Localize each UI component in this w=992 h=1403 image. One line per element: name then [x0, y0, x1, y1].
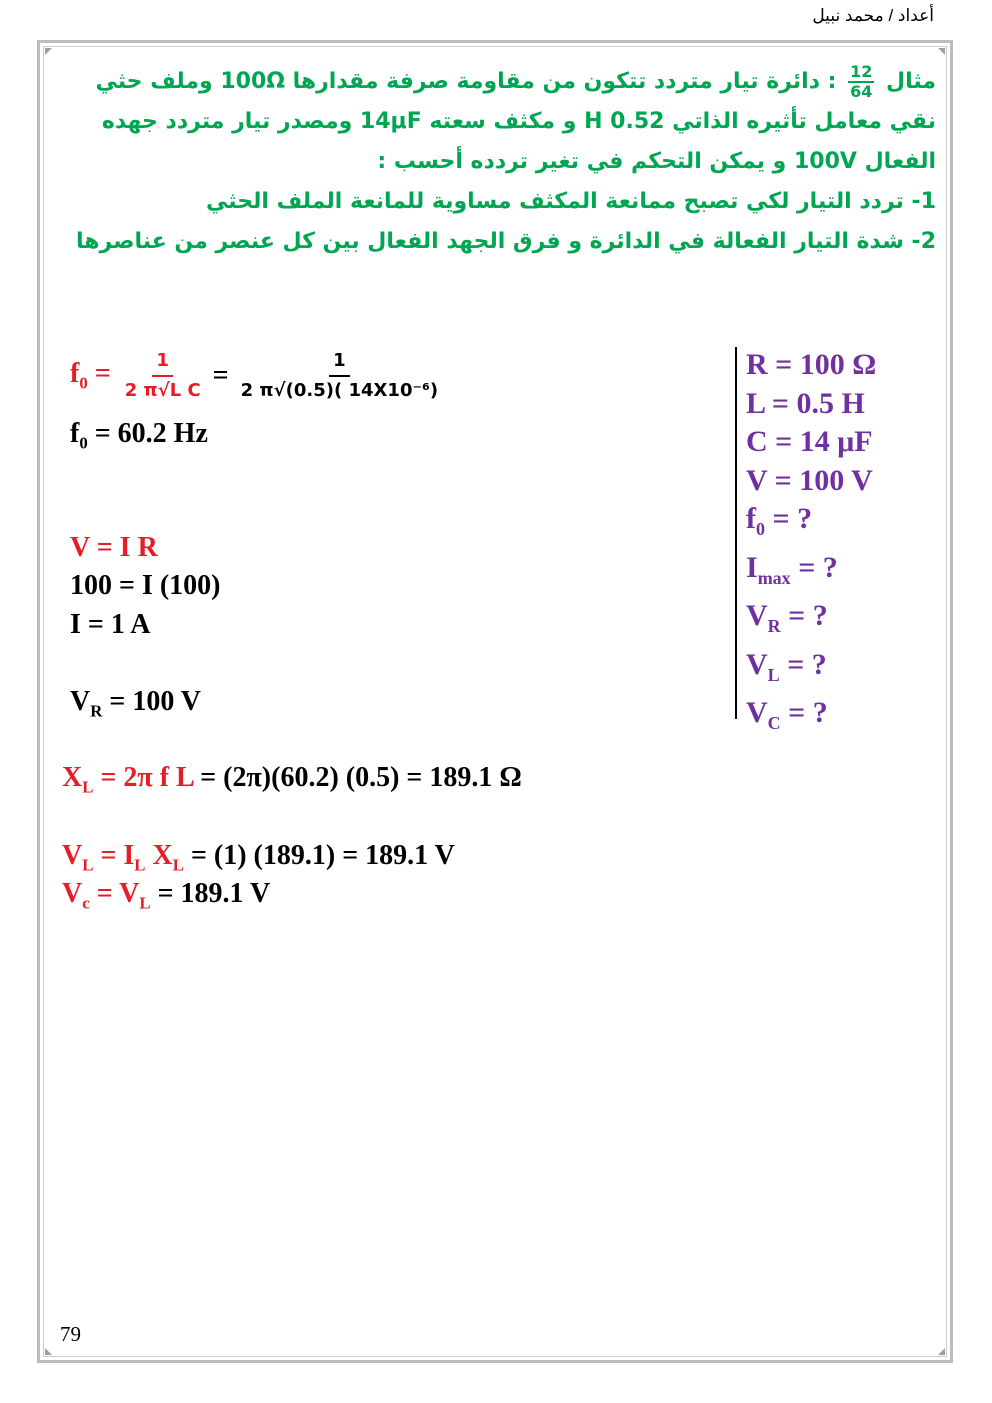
unknown-imax: $I_{max}$ = ? [746, 550, 838, 588]
given-r: R = 100 Ω [746, 348, 877, 381]
page-reference-fraction [848, 63, 874, 101]
formula-numerator: 1 [152, 350, 173, 377]
unknown-f0: $f_0$ = ? [746, 502, 813, 539]
f0-lhs: $f_0$ = [70, 357, 111, 393]
author-header: أعداد / محمد نبيل [812, 6, 934, 25]
equals-sign: = [212, 359, 229, 391]
vr-result: $V_R = 100$ V [70, 686, 202, 721]
example-label: مثال [886, 69, 936, 94]
page-ref-denominator: 64 [850, 82, 873, 101]
page-number: 79 [60, 1322, 81, 1346]
given-values [746, 346, 876, 743]
f0-result: $f_0 = 60.2$ Hz [70, 418, 208, 453]
frame-corner-top-left [45, 48, 52, 55]
problem-text-1: : دائرة تيار متردد تتكون من مقاومة صرفة مقدارها 100Ω وملف حثي [95, 69, 837, 94]
vc-equation: $V_c = V_L = 189.1$ V [62, 878, 271, 913]
given-divider-line [735, 347, 737, 719]
given-c: C = 14 μF [746, 425, 873, 458]
current-result: I = 1 A [70, 609, 151, 640]
substituted-numerator: 1 [329, 350, 350, 377]
problem-line-2: نقي معامل تأثيره الذاتي 0.52 H و مكثف سعته 14μF ومصدر تيار متردد جهده [101, 109, 936, 134]
frame-corner-bottom-left [45, 1348, 52, 1355]
frame-corner-top-right [938, 48, 945, 55]
problem-line-3: الفعال 100V و يمكن التحكم في تغير تردده أحسب : [377, 149, 936, 174]
vl-equation: $V_L = I_L$ $X_L = (1) (189.1) = 189.1$ V [62, 840, 455, 875]
given-l: L = 0.5 H [746, 386, 865, 420]
xl-equation: $X_L = 2\pi$ f L = (2π)(60.2) (0.5) = 189.1 Ω [62, 762, 522, 797]
substituted-denominator: 2 π√(0.5)( 14X10⁻⁶) [240, 380, 439, 401]
unknown-vl: $V_L$ = ? [746, 647, 827, 685]
problem-statement [74, 62, 936, 262]
formula-denominator: 2 π√L C [124, 380, 201, 401]
question-1: 1- تردد التيار لكي تصبح ممانعة المكثف مساوية للمانعة الملف الحثي [206, 189, 936, 214]
unknown-vc: $V_C$ = ? [746, 696, 828, 733]
question-2: 2- شدة التيار الفعالة في الدائرة و فرق الجهد الفعال بين كل عنصر من عناصرها [76, 229, 936, 254]
page-ref-numerator: 12 [850, 62, 873, 81]
formula-fraction [121, 350, 205, 401]
frame-corner-bottom-right [938, 1348, 945, 1355]
ohm-substitution: 100 = I (100) [70, 570, 221, 601]
substituted-fraction [237, 350, 442, 401]
unknown-vr: $V_R$ = ? [746, 599, 828, 636]
problem-line-1 [74, 62, 936, 102]
resonance-frequency-equation [70, 350, 442, 401]
ohm-law: V = I R [70, 532, 158, 563]
given-v: V = 100 V [746, 463, 873, 497]
